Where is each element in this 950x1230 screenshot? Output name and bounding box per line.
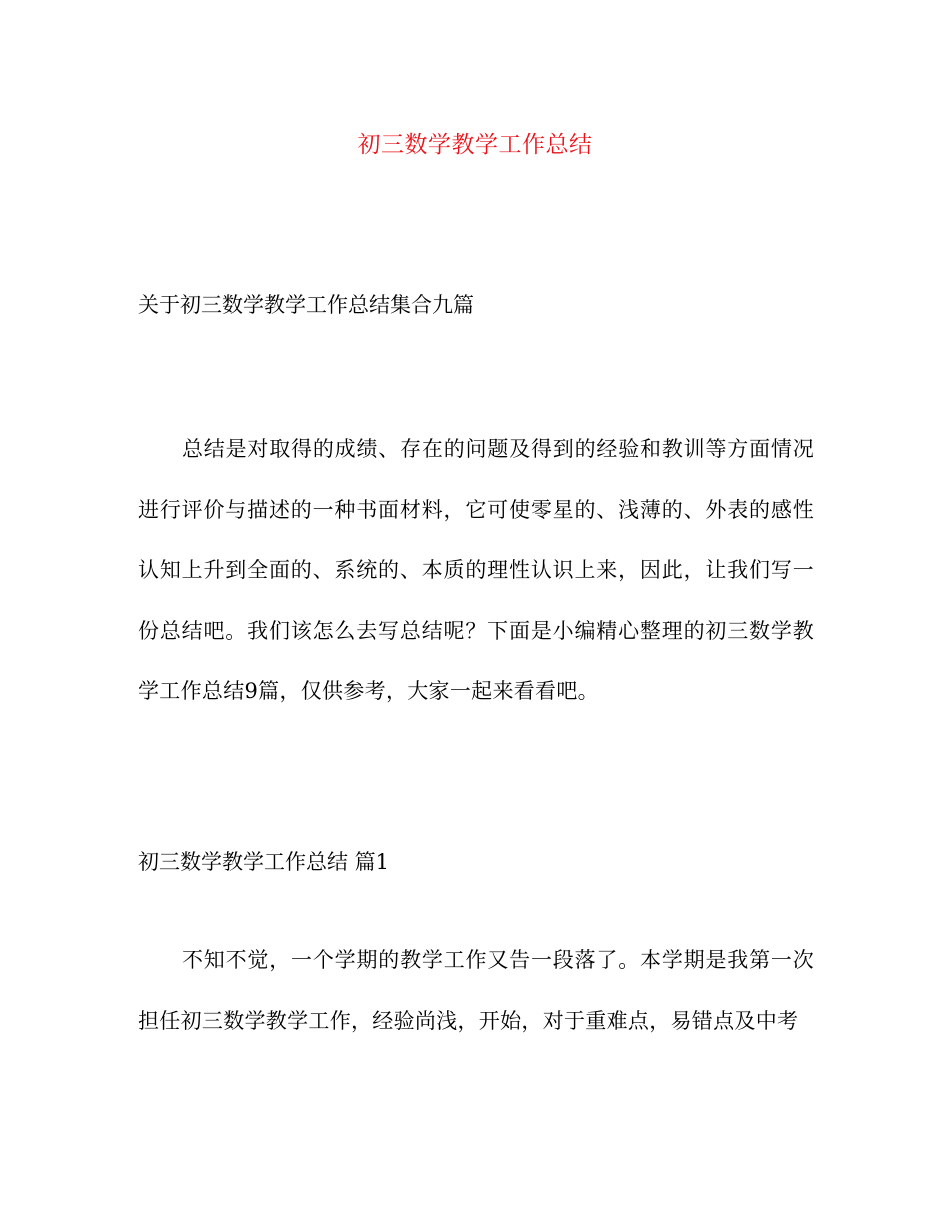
- section-heading: 初三数学教学工作总结 篇1: [138, 850, 390, 874]
- intro-paragraph: 总结是对取得的成绩、存在的问题及得到的经验和教训等方面情况进行评价与描述的一种书面材料，它可使零星的、浅薄的、外表的感性认知上升到全面的、系统的、本质的理性认识上来，因此，让我们写一份总结吧。我们该怎么去写总结呢？下面是小编精心整理的初三数学教学工作总结9篇，仅供参考，大家一起来看看吧。: [138, 437, 814, 703]
- section-paragraph: 不知不觉，一个学期的教学工作又告一段落了。本学期是我第一次担任初三数学教学工作，经验尚浅，开始，对于重难点，易错点及中考: [138, 948, 814, 1033]
- document-subtitle: 关于初三数学教学工作总结集合九篇: [138, 293, 474, 317]
- document-title: 初三数学教学工作总结: [357, 132, 593, 158]
